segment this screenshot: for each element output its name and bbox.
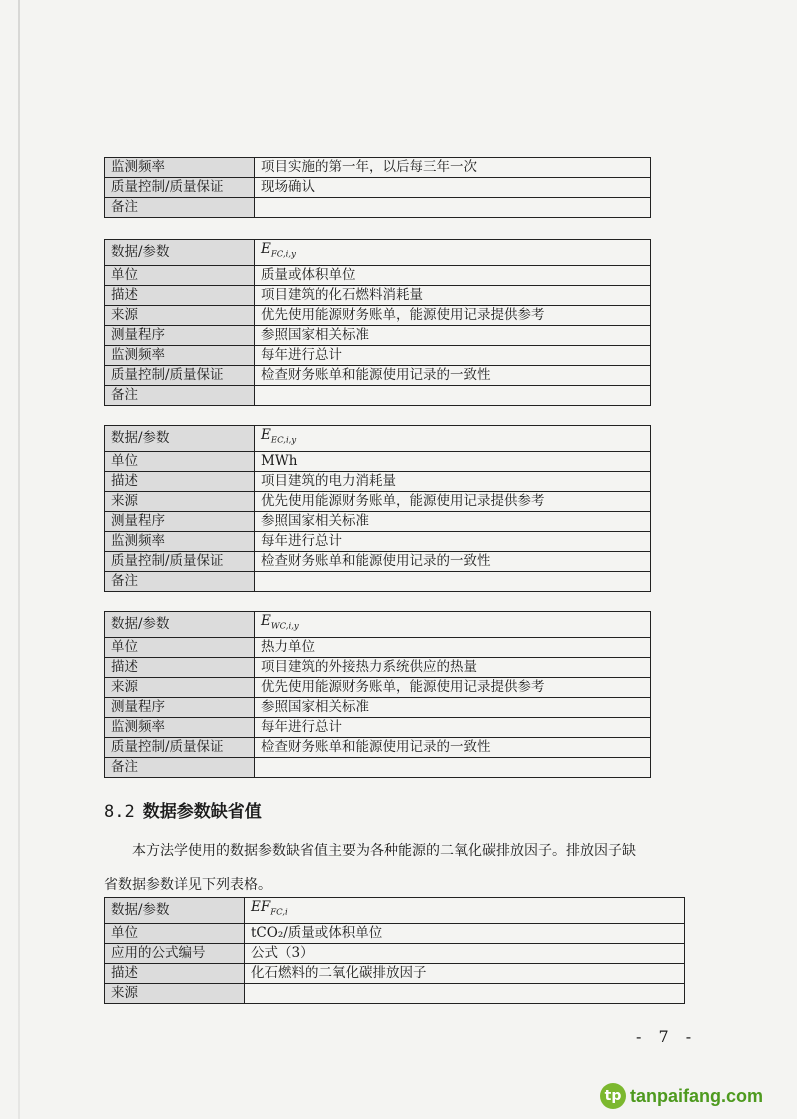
row-value: 化石燃料的二氧化碳排放因子: [245, 963, 685, 983]
table-row: [105, 426, 651, 452]
row-value: 项目实施的第一年，以后每三年一次: [255, 158, 651, 178]
row-key: 测量程序: [105, 325, 255, 345]
row-key: 单位: [105, 265, 255, 285]
table-row: [105, 365, 651, 385]
row-key: 监测频率: [105, 717, 255, 737]
row-value: [255, 198, 651, 218]
row-key: 测量程序: [105, 697, 255, 717]
row-key: 质量控制/质量保证: [105, 178, 255, 198]
row-value: 参照国家相关标准: [255, 697, 651, 717]
row-value: 质量或体积单位: [255, 265, 651, 285]
row-key: 应用的公式编号: [105, 943, 245, 963]
row-value: 检查财务账单和能源使用记录的一致性: [255, 737, 651, 757]
row-key: 监测频率: [105, 345, 255, 365]
row-value: 热力单位: [255, 637, 651, 657]
row-value: tCO₂/质量或体积单位: [245, 923, 685, 943]
section-number: 8.2: [104, 802, 135, 822]
table-row: [105, 737, 651, 757]
table-row: [105, 178, 651, 198]
table-row: [105, 158, 651, 178]
row-key: 数据/参数: [105, 240, 255, 266]
parameter-symbol: $E_{WC,i,y}$: [255, 612, 651, 638]
parameter-symbol: $E_{FC,i,y}$: [255, 240, 651, 266]
row-value: 现场确认: [255, 178, 651, 198]
row-key: 质量控制/质量保证: [105, 737, 255, 757]
row-key: 质量控制/质量保证: [105, 365, 255, 385]
parameter-symbol: $EF_{FC,i}$: [245, 898, 685, 924]
table-row: [105, 637, 651, 657]
row-key: 监测频率: [105, 158, 255, 178]
table-row: [105, 491, 651, 511]
logo-icon: tp: [600, 1083, 626, 1109]
row-key: 测量程序: [105, 511, 255, 531]
row-key: 来源: [105, 677, 255, 697]
row-value: 优先使用能源财务账单，能源使用记录提供参考: [255, 491, 651, 511]
site-logo[interactable]: [600, 1081, 763, 1111]
section-heading: [104, 797, 262, 822]
row-value: 项目建筑的化石燃料消耗量: [255, 285, 651, 305]
table-row: [105, 451, 651, 471]
table-row: [105, 198, 651, 218]
row-value: 每年进行总计: [255, 717, 651, 737]
table-row: [105, 697, 651, 717]
row-key: 监测频率: [105, 531, 255, 551]
row-key: 数据/参数: [105, 426, 255, 452]
row-key: 来源: [105, 491, 255, 511]
default-value-table: [104, 897, 685, 1004]
section-title: 数据参数缺省值: [142, 802, 262, 822]
row-key: 备注: [105, 571, 255, 591]
row-value: [255, 571, 651, 591]
table-row: [105, 345, 651, 365]
paragraph-line: 省数据参数详见下列表格。: [104, 877, 272, 893]
row-key: 来源: [105, 983, 245, 1003]
param-table-efc: [104, 239, 651, 406]
row-key: 描述: [105, 963, 245, 983]
table-row: [105, 240, 651, 266]
row-key: 质量控制/质量保证: [105, 551, 255, 571]
row-key: 数据/参数: [105, 898, 245, 924]
row-key: 单位: [105, 637, 255, 657]
table-row: [105, 305, 651, 325]
row-value: 每年进行总计: [255, 531, 651, 551]
table-row: [105, 943, 685, 963]
table-row: [105, 983, 685, 1003]
row-key: 来源: [105, 305, 255, 325]
table-row: [105, 757, 651, 777]
table-row: [105, 717, 651, 737]
row-key: 描述: [105, 657, 255, 677]
row-value: 项目建筑的电力消耗量: [255, 471, 651, 491]
row-value: 参照国家相关标准: [255, 325, 651, 345]
row-value: 项目建筑的外接热力系统供应的热量: [255, 657, 651, 677]
param-table-eec: [104, 425, 651, 592]
row-key: 备注: [105, 198, 255, 218]
row-key: 描述: [105, 471, 255, 491]
param-table-ewc: [104, 611, 651, 778]
row-value: 检查财务账单和能源使用记录的一致性: [255, 551, 651, 571]
row-value: [255, 385, 651, 405]
table-row: [105, 898, 685, 924]
table-row: [105, 471, 651, 491]
row-value: 优先使用能源财务账单，能源使用记录提供参考: [255, 677, 651, 697]
table-row: [105, 531, 651, 551]
row-value: 公式（3）: [245, 943, 685, 963]
row-value: [255, 757, 651, 777]
paragraph-line: 本方法学使用的数据参数缺省值主要为各种能源的二氧化碳排放因子。排放因子缺: [132, 843, 636, 859]
row-key: 数据/参数: [105, 612, 255, 638]
row-value: [245, 983, 685, 1003]
table-row: [105, 511, 651, 531]
table-row: [105, 551, 651, 571]
table-row: [105, 325, 651, 345]
page-number: - 7 -: [636, 1027, 698, 1046]
logo-text: tanpaifang.com: [630, 1085, 764, 1106]
row-key: 描述: [105, 285, 255, 305]
row-value: 优先使用能源财务账单，能源使用记录提供参考: [255, 305, 651, 325]
row-key: 备注: [105, 757, 255, 777]
row-value: 检查财务账单和能源使用记录的一致性: [255, 365, 651, 385]
table-row: [105, 385, 651, 405]
table-row: [105, 285, 651, 305]
table-row: [105, 612, 651, 638]
table-row: [105, 677, 651, 697]
continuation-table: [104, 157, 651, 218]
table-row: [105, 265, 651, 285]
parameter-symbol: $E_{EC,i,y}$: [255, 426, 651, 452]
table-row: [105, 923, 685, 943]
row-value: 参照国家相关标准: [255, 511, 651, 531]
row-value: 每年进行总计: [255, 345, 651, 365]
table-row: [105, 657, 651, 677]
row-key: 单位: [105, 923, 245, 943]
body-paragraph: [104, 834, 694, 902]
table-row: [105, 571, 651, 591]
row-key: 备注: [105, 385, 255, 405]
page-edge: [18, 0, 20, 1119]
table-row: [105, 963, 685, 983]
row-value: MWh: [255, 451, 651, 471]
row-key: 单位: [105, 451, 255, 471]
